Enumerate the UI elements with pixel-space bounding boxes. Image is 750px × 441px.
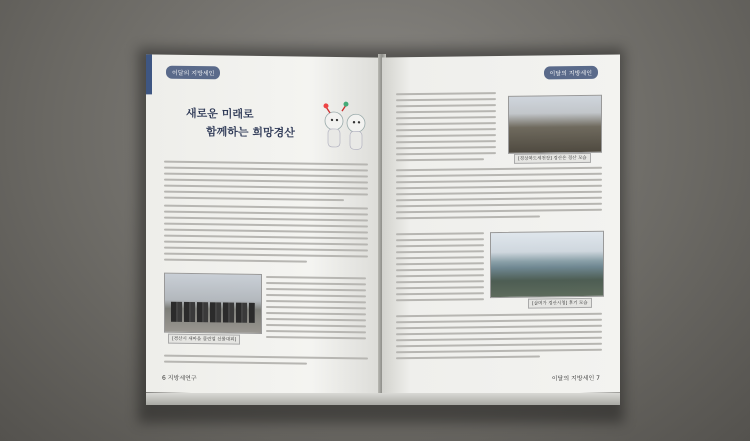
- city-photo-caption: [살며가 경산시청] 후기 모습: [528, 298, 592, 309]
- left-text-column: [266, 276, 366, 343]
- left-page-tab: 이달의 지방세인: [166, 66, 220, 80]
- left-footer-text: 지방세연구: [167, 374, 197, 383]
- left-text-paragraph-1: [164, 161, 368, 206]
- group-photo: [164, 273, 262, 334]
- left-text-paragraph-3: [164, 355, 368, 370]
- left-page-number: 6: [162, 374, 166, 382]
- left-page: [146, 54, 382, 395]
- right-text-column-1: [396, 92, 496, 165]
- article-title-line1: 새로운 미래로: [186, 106, 254, 121]
- article-title-line2: 함께하는 희망경산: [206, 125, 295, 140]
- right-text-column-2: [396, 232, 484, 305]
- right-text-paragraph-2: [396, 313, 602, 364]
- article-title-block: [166, 99, 366, 158]
- book-bottom-edge: [146, 393, 620, 405]
- right-page: [382, 55, 620, 396]
- right-footer-text: 이달의 지방세인: [551, 374, 595, 383]
- left-page-accent: [146, 54, 152, 94]
- right-page-tab: 이달의 지방세인: [544, 66, 598, 80]
- right-page-footer: [552, 373, 600, 383]
- right-text-paragraph-1: [396, 167, 602, 224]
- right-page-number: 7: [596, 374, 600, 382]
- mascot-illustration: [316, 101, 376, 158]
- city-photo: [490, 231, 604, 298]
- rock-photo: [508, 95, 602, 154]
- rock-photo-caption: [경상북도세천장] 경산은 경산 모습: [514, 153, 591, 164]
- group-photo-caption: [경산시 새마을 클린업 선물대회]: [168, 334, 240, 345]
- left-text-paragraph-2: [164, 205, 368, 268]
- group-people: [171, 302, 255, 323]
- left-page-footer: [162, 373, 197, 382]
